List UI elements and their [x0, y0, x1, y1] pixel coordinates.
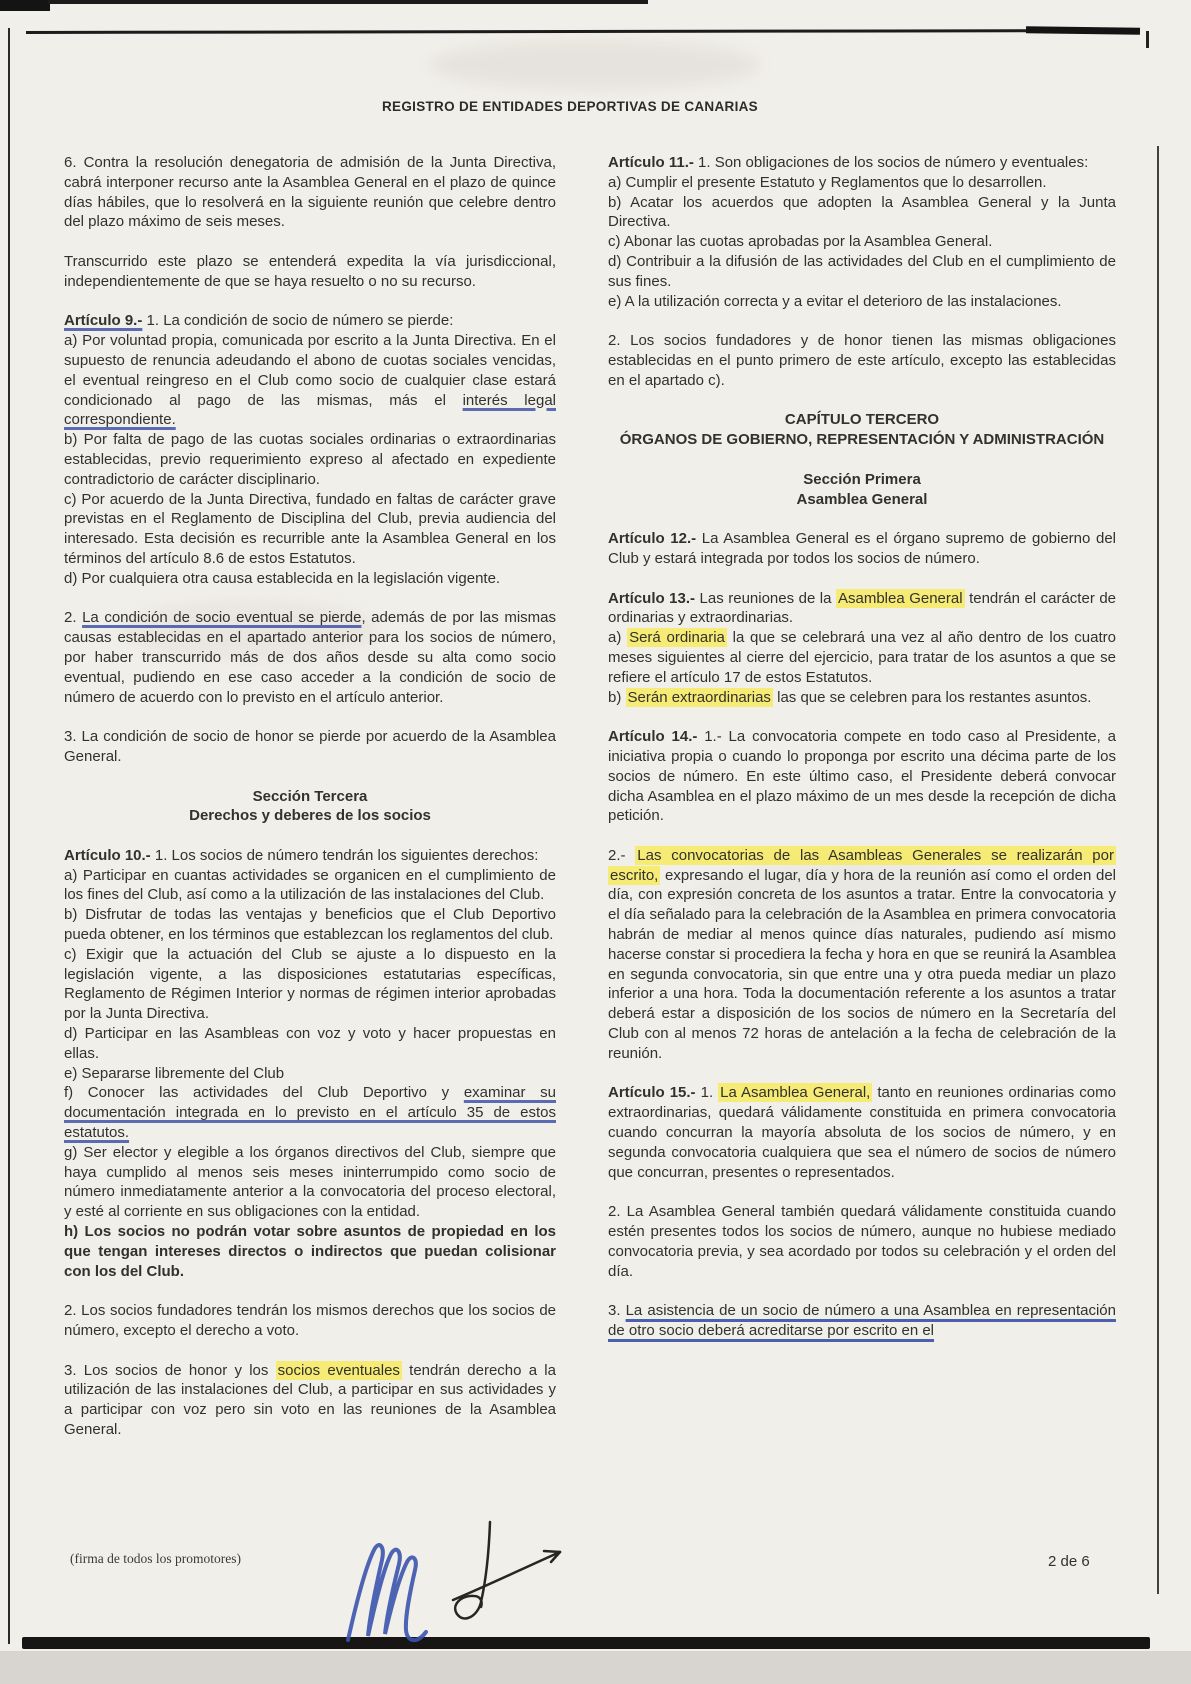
paragraph: [608, 727, 1116, 826]
text-run: Será ordinaria: [629, 629, 725, 647]
paragraph: [64, 787, 556, 807]
text-run: e) Separarse libremente del Club: [64, 1064, 285, 1082]
paragraph: [608, 1083, 1116, 1182]
paragraph: [64, 806, 556, 826]
paragraph: [608, 173, 1116, 193]
text-run: 2.-: [608, 846, 636, 864]
paragraph: [608, 1202, 1116, 1281]
text-run: la que se celebrará una vez al año dentro de los cuatro meses siguientes al cierre del ejercicio, para tratar de los asuntos a que se refiere el artículo 17 de estos Estatutos.: [608, 629, 1116, 686]
paragraph: [64, 1361, 556, 1440]
text-run: g) Ser elector y elegible a los órganos directivos del Club, siempre que haya cumplido al menos seis meses ininterrumpido como socio de número inmediatamente anterior a la convocatoria del proceso electoral, y esté al corriente en sus obligaciones con la entidad.: [64, 1143, 556, 1221]
text-run: La Asamblea General es el órgano supremo de gobierno del Club y estará integrada por todos los socios de número.: [608, 530, 1117, 567]
scan-edge-top-streak: [48, 0, 648, 4]
scan-edge-top-rule: [26, 29, 1138, 34]
paragraph: [608, 1301, 1116, 1341]
right-column: [608, 153, 1116, 1341]
text-run: Serán extraordinarias: [627, 688, 771, 706]
paragraph: [608, 430, 1116, 450]
text-run: 1.: [695, 1084, 719, 1102]
text-run: a) Cumplir el presente Estatuto y Reglamentos que lo desarrollen.: [608, 173, 1047, 191]
paragraph: [608, 193, 1116, 233]
paragraph: [64, 1083, 556, 1142]
text-run: b) Disfrutar de todas las ventajas y beneficios que el Club Deportivo pueda obtener, en los términos que establezcan los reglamentos del club.: [64, 906, 556, 944]
paragraph: [64, 1301, 556, 1341]
text-run: CAPÍTULO TERCERO: [784, 411, 940, 429]
text-run: e) A la utilización correcta y a evitar el deterioro de las instalaciones.: [608, 292, 1062, 310]
text-run: b) Acatar los acuerdos que adopten la Asamblea General y la Junta Directiva.: [608, 193, 1116, 231]
blue-pen-signature: [348, 1545, 426, 1640]
text-run: Artículo 12.-: [608, 530, 697, 548]
scan-edge-left: [8, 28, 10, 1644]
paragraph: [64, 846, 556, 866]
paragraph: [64, 331, 556, 430]
text-run: Artículo 9.-: [64, 312, 143, 330]
text-run: tendrán el carácter de ordinarias y extraordinarias.: [608, 589, 1117, 627]
text-run: Artículo 14.-: [608, 728, 698, 746]
text-run: Artículo 10.-: [64, 846, 151, 864]
text-run: Las convocatorias de las Asambleas Generales se realizarán por escrito,: [610, 846, 1114, 884]
paragraph: [64, 608, 556, 707]
text-run: Sección Tercera: [252, 787, 368, 805]
text-run: tanto en reuniones ordinarias como extraordinarias, quedará válidamente constituida en primera convocatoria cuando concurran la mayoría absoluta de los socios de número, y en segunda convocatoria cualquiera que sea el número de socios de número que concurran, presentes o representados.: [608, 1084, 1116, 1181]
text-run: a): [608, 629, 628, 647]
text-run: , además de por las mismas causas establecidas en el apartado anterior para los socios de número, por haber transcurrido más de dos años desde su alta como socio eventual, pudiendo en ese caso acceder a la condición de socio de número de acuerdo con lo previsto en el artículo anterior.: [64, 609, 556, 706]
paragraph: [64, 490, 556, 569]
text-run: d) Por cualquiera otra causa establecida en la legislación vigente.: [64, 569, 501, 587]
text-run: examinar su documentación integrada en lo previsto en el artículo 35 de estos estatutos.: [64, 1084, 557, 1142]
paragraph: [64, 311, 556, 331]
paragraph: [608, 292, 1116, 312]
paragraph: [608, 331, 1116, 390]
text-run: h) Los socios no podrán votar sobre asuntos de propiedad en los que tengan intereses directos o indirectos que puedan colisionar con los del Club.: [64, 1223, 556, 1280]
paragraph: [64, 430, 556, 489]
text-run: c) Por acuerdo de la Junta Directiva, fundado en faltas de carácter grave previstas en el Reglamento de Disciplina del Club, previa audiencia del interesado. Esta decisión es recurrible ante la Asamblea General en los términos del artículo 8.6 de estos Estatutos.: [64, 490, 556, 567]
paragraph: [608, 529, 1116, 569]
scan-edge-top-tick: [1146, 31, 1149, 48]
text-run: 3. Los socios de honor y los: [64, 1361, 276, 1379]
text-run: a) Participar en cuantas actividades se organicen en el cumplimiento de los fines del Club, así como a la utilización de las instalaciones del Club.: [64, 866, 556, 904]
text-run: b) Por falta de pago de las cuotas sociales ordinarias o extraordinarias establecidas, previo requerimiento expreso al afectado en expediente contradictorio de carácter disciplinario.: [64, 431, 556, 488]
text-run: tendrán derecho a la utilización de las instalaciones del Club, a participar en sus actividades y a participar con voz pero sin voto en las reuniones de la Asamblea General.: [64, 1361, 556, 1438]
signatures-layer: [320, 1492, 660, 1662]
scan-edge-top-corner: [0, 0, 50, 11]
text-run: 1. Los socios de número tendrán los siguientes derechos:: [150, 846, 539, 864]
text-run: 3. La condición de socio de honor se pierde por acuerdo de la Asamblea General.: [64, 728, 556, 765]
text-run: 2.: [64, 609, 83, 627]
text-run: La asistencia de un socio de número a una Asamblea en representación de otro socio deberá acreditarse por escrito en el: [608, 1302, 1116, 1340]
left-column: [64, 153, 556, 1440]
text-run: a) Por voluntad propia, comunicada por escrito a la Junta Directiva. En el supuesto de renuncia adeudando el abono de cuotas sociales vencidas, el eventual reingreso en el Club como socio de cualquier clase estará condicionado al pago de las mismas, más el: [64, 332, 556, 409]
text-run: socios eventuales: [277, 1361, 400, 1379]
paragraph: [64, 1024, 556, 1064]
text-run: Asamblea General: [796, 490, 928, 508]
scan-edge-right: [1157, 146, 1159, 1594]
text-run: interés legal correspondiente.: [64, 391, 556, 429]
text-run: Las reuniones de la: [695, 589, 836, 607]
text-run: La Asamblea General,: [720, 1084, 871, 1102]
scan-smudge: [430, 40, 760, 90]
paragraph: [608, 153, 1116, 173]
paragraph: [64, 905, 556, 945]
text-run: Sección Primera: [803, 470, 921, 488]
text-run: expresando el lugar, día y hora de la reunión así como el orden del día, con expresión concreta de los asuntos a tratar. Entre la convocatoria y el día señalado para la celebración de la Asamblea en primera convocatoria habrán de mediar al menos quince días naturales, pudiendo así mismo hacerse constar si procediera la fecha y hora en que se reunirá la Asamblea en segunda convocatoria, sin que entre una y otra pueda mediar un plazo inferior a una hora. Toda la documentación referente a los asuntos a tratar deberá estar a disposición de los socios de número en la Secretaría del Club con al menos 72 horas de antelación a la fecha de celebración de la reunión.: [608, 866, 1116, 1062]
text-run: Transcurrido este plazo se entenderá expedita la vía jurisdiccional, independientemente de que se haya resuelto o no su recurso.: [64, 252, 556, 290]
paragraph: [64, 252, 556, 292]
text-run: Artículo 15.-: [608, 1084, 696, 1102]
text-run: 1. La condición de socio de número se pierde:: [142, 312, 454, 330]
text-run: Artículo 11.-: [608, 154, 694, 171]
scan-edge-top-rule-thick: [1026, 26, 1140, 35]
page-header-title: REGISTRO DE ENTIDADES DEPORTIVAS DE CANARIAS: [382, 99, 758, 114]
paragraph: [64, 866, 556, 906]
paragraph: [608, 252, 1116, 292]
paragraph: [608, 232, 1116, 252]
paragraph: [64, 569, 556, 589]
paragraph: [608, 688, 1116, 708]
text-run: Derechos y deberes de los socios: [189, 807, 431, 825]
text-run: c) Exigir que la actuación del Club se ajuste a lo dispuesto en la legislación vigente, a las disposiciones estatutarias específicas, Reglamento de Régimen Interior y normas de régimen interior aprobadas por la Junta Directiva.: [64, 945, 556, 1023]
paragraph: [64, 945, 556, 1024]
page-number: 2 de 6: [1048, 1553, 1090, 1570]
paragraph: [608, 628, 1116, 687]
black-pen-signature: [453, 1522, 560, 1618]
paragraph: [64, 727, 556, 767]
text-run: 2. Los socios fundadores tendrán los mismos derechos que los socios de número, excepto el derecho a voto.: [64, 1302, 556, 1340]
promoters-signature-note: (firma de todos los promotores): [70, 1551, 241, 1566]
paragraph: [64, 153, 556, 232]
text-run: 1.- La convocatoria compete en todo caso al Presidente, a iniciativa propia o cuando lo proponga por escrito una décima parte de los socios de número. En este último caso, el Presidente deberá convocar dicha Asamblea en el plazo máximo de un mes desde la recepción de dicha petición.: [608, 728, 1116, 825]
paragraph: [608, 470, 1116, 490]
text-run: las que se celebren para los restantes asuntos.: [772, 688, 1092, 706]
text-run: 3.: [608, 1302, 626, 1320]
text-run: d) Participar en las Asambleas con voz y voto y hacer propuestas en ellas.: [64, 1025, 556, 1062]
text-run: Artículo 13.-: [608, 589, 696, 607]
text-run: d) Contribuir a la difusión de las actividades del Club en el cumplimiento de sus fines.: [608, 252, 1116, 290]
text-run: 1. Son obligaciones de los socios de número y eventuales:: [693, 154, 1089, 171]
paragraph: [64, 1222, 556, 1281]
text-run: 6. Contra la resolución denegatoria de admisión de la Junta Directiva, cabrá interponer recurso ante la Asamblea General en el plazo de quince días hábiles, que lo resolverá en la siguiente reunión que celebre dentro del plazo máximo de seis meses.: [64, 154, 556, 231]
text-run: b): [608, 688, 626, 706]
paragraph: [64, 1064, 556, 1084]
text-run: c) Abonar las cuotas aprobadas por la Asamblea General.: [608, 233, 993, 251]
text-run: Asamblea General: [837, 589, 963, 607]
paragraph: [608, 490, 1116, 510]
text-run: 2. Los socios fundadores y de honor tienen las mismas obligaciones establecidas en el punto primero de este artículo, excepto las establecidas en el apartado c).: [608, 332, 1116, 389]
text-run: 2. La Asamblea General también quedará válidamente constituida cuando estén presentes todos los socios de número, aunque no hubiese mediado convocatoria previa, y sea acordado por todos su celebración y el orden del día.: [608, 1203, 1116, 1280]
text-run: ÓRGANOS DE GOBIERNO, REPRESENTACIÓN Y ADMINISTRACIÓN: [619, 431, 1105, 449]
paragraph: [64, 1143, 556, 1222]
paragraph: [608, 410, 1116, 430]
paragraph: [608, 846, 1116, 1064]
text-run: f) Conocer las actividades del Club Deportivo y: [64, 1084, 464, 1102]
paragraph: [608, 589, 1116, 629]
text-run: La condición de socio eventual se pierde: [82, 609, 362, 627]
